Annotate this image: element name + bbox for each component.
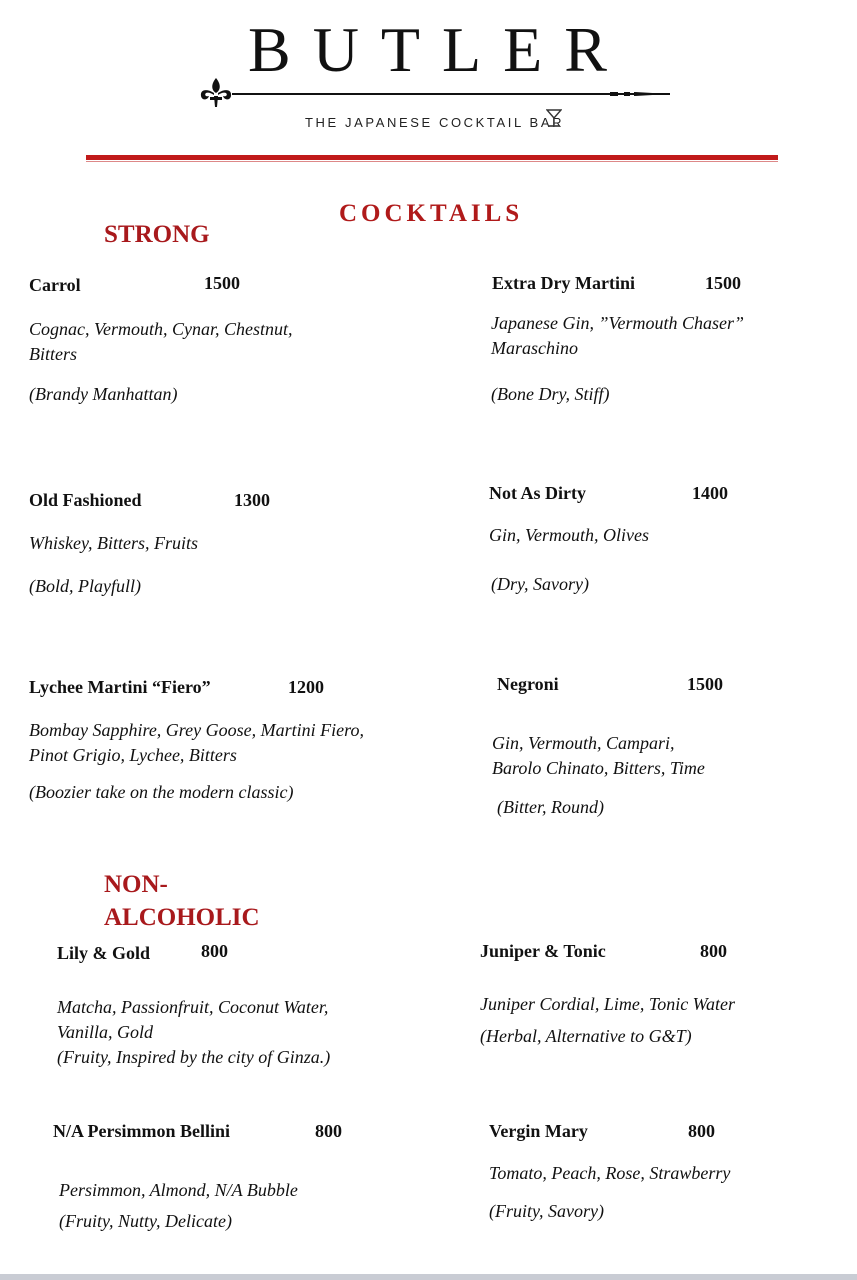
item-ingredients: Vanilla, Gold <box>57 1022 154 1042</box>
item-price: 1200 <box>288 677 324 697</box>
item-note: (Bone Dry, Stiff) <box>491 384 610 404</box>
item-name: Not As Dirty <box>489 483 586 503</box>
item-ingredients: Maraschino <box>491 338 578 358</box>
item-name: Extra Dry Martini <box>492 273 635 293</box>
item-name: Lychee Martini “Fiero” <box>29 677 211 697</box>
item-ingredients: Juniper Cordial, Lime, Tonic Water <box>480 994 736 1014</box>
item-price: 800 <box>201 941 228 961</box>
header-red-rule <box>86 155 778 160</box>
item-ingredients: Persimmon, Almond, N/A Bubble <box>59 1180 298 1200</box>
item-ingredients: Bitters <box>29 344 77 364</box>
item-price: 1300 <box>234 490 270 510</box>
fleur-de-lis-icon <box>196 76 236 110</box>
item-ingredients: Gin, Vermouth, Campari, <box>492 733 675 753</box>
item-note: (Brandy Manhattan) <box>29 384 178 404</box>
item-ingredients: Tomato, Peach, Rose, Strawberry <box>489 1163 731 1183</box>
item-note: (Dry, Savory) <box>491 574 589 594</box>
item-name: Old Fashioned <box>29 490 142 510</box>
item-ingredients: Bombay Sapphire, Grey Goose, Martini Fiero, <box>29 720 364 740</box>
item-price: 800 <box>315 1121 342 1141</box>
item-price: 800 <box>688 1121 715 1141</box>
item-ingredients: Japanese Gin, ”Vermouth Chaser” <box>491 313 744 333</box>
category-non-alcoholic-line1: NON- <box>104 871 168 898</box>
cocktail-glass-icon <box>546 108 562 128</box>
item-price: 1400 <box>692 483 728 503</box>
item-ingredients: Matcha, Passionfruit, Coconut Water, <box>57 997 329 1017</box>
item-note: (Fruity, Savory) <box>489 1201 604 1221</box>
item-ingredients: Cognac, Vermouth, Cynar, Chestnut, <box>29 319 293 339</box>
item-name: Lily & Gold <box>57 943 151 963</box>
logo-divider-line <box>232 93 670 95</box>
category-strong: STRONG <box>104 221 210 248</box>
item-note: (Bold, Playfull) <box>29 576 141 596</box>
item-name: Negroni <box>497 674 559 694</box>
item-price: 1500 <box>687 674 723 694</box>
item-name: N/A Persimmon Bellini <box>53 1121 230 1141</box>
item-price: 800 <box>700 941 727 961</box>
item-ingredients: Pinot Grigio, Lychee, Bitters <box>29 745 237 765</box>
brand-logo-text: BUTLER <box>248 14 629 85</box>
item-note: (Fruity, Nutty, Delicate) <box>59 1211 232 1231</box>
item-ingredients: Whiskey, Bitters, Fruits <box>29 533 198 553</box>
item-note: (Boozier take on the modern classic) <box>29 782 294 802</box>
item-note: (Fruity, Inspired by the city of Ginza.) <box>57 1047 331 1067</box>
tagline: THE JAPANESE COCKTAIL BAR <box>305 115 565 130</box>
item-note: (Herbal, Alternative to G&T) <box>480 1026 692 1046</box>
item-name: Vergin Mary <box>489 1121 588 1141</box>
item-name: Juniper & Tonic <box>480 941 606 961</box>
item-name: Carrol <box>29 275 81 295</box>
logo-line-tip <box>610 91 670 97</box>
item-ingredients: Gin, Vermouth, Olives <box>489 525 649 545</box>
item-ingredients: Barolo Chinato, Bitters, Time <box>492 758 705 778</box>
item-price: 1500 <box>705 273 741 293</box>
header-red-rule-shadow <box>86 161 778 162</box>
bottom-edge-bar <box>0 1274 857 1280</box>
item-note: (Bitter, Round) <box>497 797 604 817</box>
item-price: 1500 <box>204 273 240 293</box>
section-title: COCKTAILS <box>339 200 524 227</box>
category-non-alcoholic-line2: ALCOHOLIC <box>104 904 260 931</box>
